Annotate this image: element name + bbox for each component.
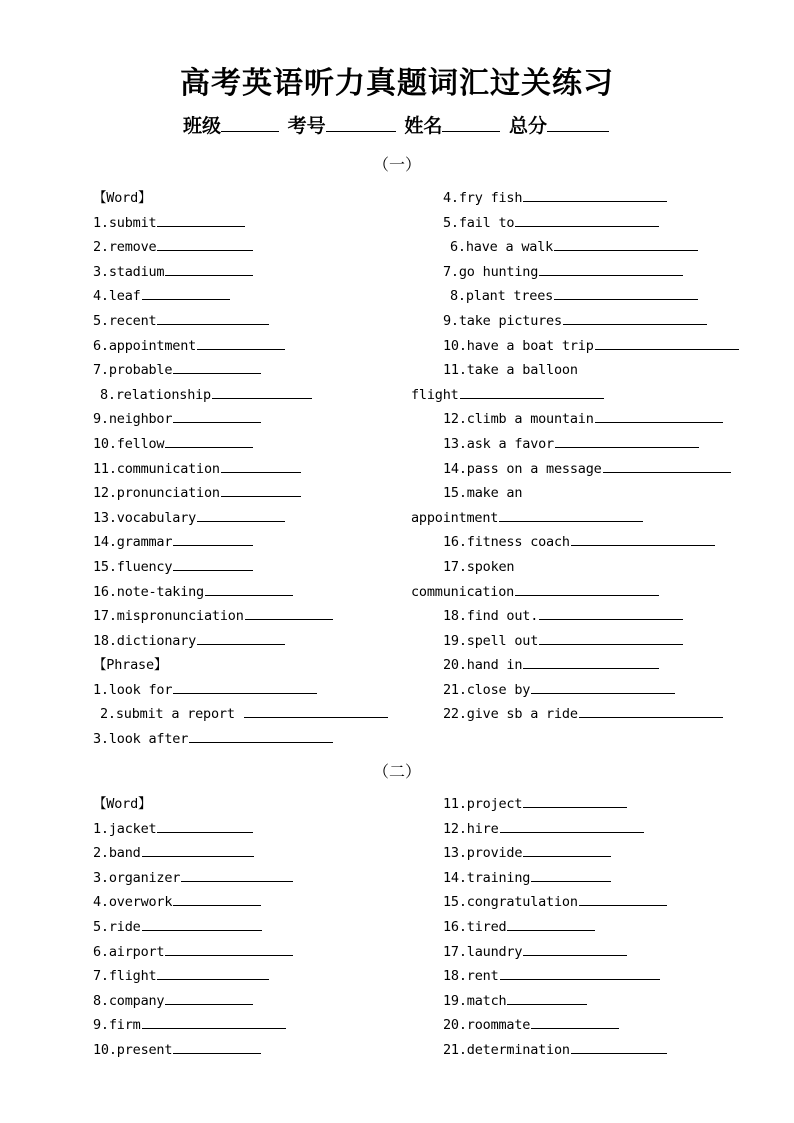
exercise-item-label: 3.stadium	[93, 263, 165, 280]
exercise-item-label: 6.appointment	[93, 337, 197, 354]
answer-blank[interactable]	[165, 260, 253, 276]
exercise-item-label: 13.ask a favor	[443, 435, 554, 452]
exercise-item	[93, 235, 388, 260]
exercise-item-label: 18.find out.	[443, 608, 539, 625]
answer-blank[interactable]	[507, 989, 587, 1005]
exercise-item-label: 20.roommate	[443, 1017, 531, 1034]
exercise-item	[93, 604, 388, 629]
exercise-item-label: 13.vocabulary	[93, 509, 197, 526]
exercise-item-label: 16.note-taking	[93, 583, 204, 600]
answer-blank[interactable]	[554, 284, 698, 300]
exercise-item	[411, 186, 739, 211]
exercise-item	[411, 530, 739, 555]
answer-blank[interactable]	[181, 866, 293, 882]
exercise-item	[93, 383, 388, 408]
exercise-item-label: 19.match	[443, 992, 507, 1009]
exercise-item-label: 6.have a walk	[450, 239, 554, 256]
exercise-item-label: 19.spell out	[443, 632, 539, 649]
answer-blank[interactable]	[173, 407, 261, 423]
answer-blank[interactable]	[507, 915, 595, 931]
exercise-item-label: 9.neighbor	[93, 411, 173, 428]
exercise-item-label: 12.hire	[443, 820, 499, 837]
answer-blank[interactable]	[531, 866, 611, 882]
answer-blank[interactable]	[515, 580, 659, 596]
exercise-item	[443, 964, 667, 989]
exercise-item-label: 18.rent	[443, 968, 499, 985]
exercise-item-label: 11.communication	[93, 460, 220, 477]
answer-blank[interactable]	[523, 653, 659, 669]
answer-blank[interactable]	[460, 383, 604, 399]
exercise-item	[93, 841, 293, 866]
exercise-item	[93, 940, 293, 965]
answer-blank[interactable]	[244, 702, 388, 718]
answer-blank[interactable]	[515, 211, 659, 227]
section-1-heading: （一）	[372, 155, 421, 174]
exercise-item-label: 17.spoken	[443, 558, 515, 575]
exercise-item-label: 12.pronunciation	[93, 485, 220, 502]
exercise-item	[93, 186, 388, 211]
exercise-item	[93, 530, 388, 555]
answer-blank[interactable]	[221, 457, 301, 473]
exercise-item-label: 9.take pictures	[443, 312, 562, 329]
exercise-item	[93, 555, 388, 580]
exercise-item	[411, 211, 739, 236]
answer-blank[interactable]	[173, 1038, 261, 1054]
number-label: 考号	[287, 115, 326, 137]
answer-blank[interactable]	[579, 702, 723, 718]
exercise-item	[443, 890, 667, 915]
exercise-item	[443, 1013, 667, 1038]
exercise-item	[93, 702, 388, 727]
exercise-item-label: 15.fluency	[93, 558, 173, 575]
exercise-item	[93, 284, 388, 309]
exercise-item-label: 18.dictionary	[93, 632, 197, 649]
exercise-item-label: 21.close by	[443, 681, 531, 698]
exercise-item-label: 6.airport	[93, 943, 165, 960]
answer-blank[interactable]	[523, 841, 611, 857]
section-2-left-column	[93, 792, 293, 1063]
exercise-item-label: 8.company	[93, 992, 165, 1009]
exercise-item	[411, 604, 739, 629]
score-label: 总分	[508, 115, 547, 137]
answer-blank[interactable]	[173, 678, 317, 694]
exercise-item	[93, 915, 293, 940]
exercise-item	[93, 989, 293, 1014]
answer-blank[interactable]	[499, 506, 643, 522]
answer-blank[interactable]	[554, 235, 698, 251]
exercise-item-label: 17.mispronunciation	[93, 608, 244, 625]
exercise-item	[411, 653, 739, 678]
exercise-item	[411, 457, 739, 482]
exercise-item	[411, 383, 739, 408]
exercise-item	[93, 890, 293, 915]
exercise-item-label: 3.look after	[93, 731, 189, 748]
exercise-item	[93, 727, 388, 752]
exercise-item-label: 7.flight	[93, 968, 157, 985]
exercise-item	[93, 866, 293, 891]
answer-blank[interactable]	[212, 383, 312, 399]
exercise-item-label: 10.have a boat trip	[443, 337, 594, 354]
exercise-item-label: 15.congratulation	[443, 894, 578, 911]
exercise-item	[411, 334, 739, 359]
exercise-item-label: 14.pass on a message	[443, 460, 602, 477]
exercise-item	[93, 481, 388, 506]
exercise-item	[411, 284, 739, 309]
exercise-item	[411, 260, 739, 285]
exercise-item-label: 【Phrase】	[93, 657, 168, 674]
exercise-item-label: 5.recent	[93, 312, 157, 329]
exercise-item-label: 7.go hunting	[443, 263, 539, 280]
exercise-item	[443, 940, 667, 965]
exercise-item-label: 8.plant trees	[450, 288, 554, 305]
exercise-item	[411, 506, 739, 531]
exercise-item-label: 5.ride	[93, 918, 141, 935]
exercise-item	[411, 432, 739, 457]
exercise-item-label: 12.climb a mountain	[443, 411, 594, 428]
exercise-item-label: 13.provide	[443, 845, 523, 862]
exercise-item	[93, 309, 388, 334]
exercise-item	[93, 653, 388, 678]
answer-blank[interactable]	[157, 817, 253, 833]
answer-blank[interactable]	[539, 629, 683, 645]
exercise-item	[93, 1038, 293, 1063]
number-blank[interactable]	[326, 113, 396, 132]
exercise-item-label: 11.project	[443, 796, 523, 812]
exercise-item	[443, 792, 667, 817]
exercise-item-label: 4.overwork	[93, 894, 173, 911]
answer-blank[interactable]	[197, 629, 285, 645]
name-blank[interactable]	[442, 113, 500, 132]
answer-blank[interactable]	[157, 235, 253, 251]
exercise-item	[93, 407, 388, 432]
answer-blank[interactable]	[157, 964, 269, 980]
answer-blank[interactable]	[539, 604, 683, 620]
exercise-item	[93, 580, 388, 605]
exercise-item	[93, 678, 388, 703]
exercise-item	[93, 260, 388, 285]
answer-blank[interactable]	[165, 989, 253, 1005]
exercise-item	[411, 309, 739, 334]
exercise-item	[93, 506, 388, 531]
answer-blank[interactable]	[221, 481, 301, 497]
score-blank[interactable]	[547, 113, 609, 132]
answer-blank[interactable]	[245, 604, 333, 620]
answer-blank[interactable]	[197, 506, 285, 522]
exercise-item	[411, 629, 739, 654]
answer-blank[interactable]	[571, 1038, 667, 1054]
answer-blank[interactable]	[523, 792, 627, 808]
answer-blank[interactable]	[595, 334, 739, 350]
exercise-item-label: 【Word】	[93, 190, 152, 206]
exercise-item-label: 16.fitness coach	[443, 534, 570, 551]
answer-blank[interactable]	[173, 530, 253, 546]
exercise-item	[443, 866, 667, 891]
exercise-item-label: 5.fail to	[443, 214, 515, 231]
section-2-right-column	[443, 792, 667, 1063]
exercise-item-label: 17.laundry	[443, 943, 523, 960]
answer-blank[interactable]	[142, 1013, 286, 1029]
answer-blank[interactable]	[603, 457, 731, 473]
exercise-item-label: 【Word】	[93, 796, 152, 812]
exercise-item	[93, 792, 293, 817]
answer-blank[interactable]	[157, 309, 269, 325]
exercise-item	[411, 235, 739, 260]
exercise-item-label: 9.firm	[93, 1017, 141, 1034]
exercise-item	[93, 358, 388, 383]
exercise-item	[93, 334, 388, 359]
exercise-item	[93, 964, 293, 989]
exercise-item-label: 7.probable	[93, 362, 173, 379]
exercise-item	[411, 481, 739, 506]
exercise-item-label: 4.fry fish	[443, 190, 523, 206]
answer-blank[interactable]	[142, 915, 262, 931]
student-info-line	[0, 111, 794, 138]
answer-blank[interactable]	[205, 580, 293, 596]
answer-blank[interactable]	[173, 555, 253, 571]
answer-blank[interactable]	[523, 186, 667, 202]
exercise-item-label: 8.relationship	[100, 386, 211, 403]
exercise-item-label: 22.give sb a ride	[443, 706, 578, 723]
exercise-item-label: 20.hand in	[443, 657, 523, 674]
section-1-right-column	[411, 186, 739, 727]
exercise-item	[411, 580, 739, 605]
exercise-item	[93, 1013, 293, 1038]
exercise-item	[411, 407, 739, 432]
answer-blank[interactable]	[555, 432, 699, 448]
class-label: 班级	[183, 115, 222, 137]
exercise-item-label: 2.band	[93, 845, 141, 862]
answer-blank[interactable]	[165, 432, 253, 448]
exercise-item	[443, 915, 667, 940]
answer-blank[interactable]	[595, 407, 723, 423]
exercise-item-label: communication	[411, 583, 515, 600]
exercise-item	[411, 555, 739, 580]
exercise-item-label: 3.organizer	[93, 869, 181, 886]
exercise-item-label: 4.leaf	[93, 288, 141, 305]
exercise-item-label: 10.fellow	[93, 435, 165, 452]
exercise-item	[411, 678, 739, 703]
answer-blank[interactable]	[197, 334, 285, 350]
answer-blank[interactable]	[500, 964, 660, 980]
exercise-item	[93, 629, 388, 654]
exercise-item	[411, 702, 739, 727]
class-blank[interactable]	[221, 113, 279, 132]
exercise-item-label: 11.take a balloon	[443, 362, 578, 379]
exercise-item-label: 10.present	[93, 1041, 173, 1058]
exercise-item	[443, 1038, 667, 1063]
exercise-item	[411, 358, 739, 383]
answer-blank[interactable]	[531, 1013, 619, 1029]
page-title: 高考英语听力真题词汇过关练习	[180, 66, 614, 101]
exercise-item	[93, 457, 388, 482]
answer-blank[interactable]	[563, 309, 707, 325]
exercise-item-label: 1.look for	[93, 681, 173, 698]
name-label: 姓名	[404, 115, 443, 137]
answer-blank[interactable]	[579, 890, 667, 906]
answer-blank[interactable]	[142, 284, 230, 300]
exercise-item-label: appointment	[411, 509, 499, 526]
exercise-item-label: 14.training	[443, 869, 531, 886]
exercise-item-label: 21.determination	[443, 1041, 570, 1058]
exercise-item-label: 1.submit	[93, 214, 157, 231]
answer-blank[interactable]	[523, 940, 627, 956]
answer-blank[interactable]	[571, 530, 715, 546]
exercise-item	[93, 817, 293, 842]
section-2-heading: （二）	[372, 762, 421, 781]
exercise-item-label: flight	[411, 386, 459, 403]
answer-blank[interactable]	[189, 727, 333, 743]
exercise-item-label: 16.tired	[443, 918, 507, 935]
exercise-item	[443, 817, 667, 842]
section-1-left-column	[93, 186, 388, 752]
exercise-item-label: 2.submit a report	[100, 706, 243, 723]
exercise-item-label: 1.jacket	[93, 820, 157, 837]
exercise-item	[93, 211, 388, 236]
answer-blank[interactable]	[142, 841, 254, 857]
exercise-item-label: 14.grammar	[93, 534, 173, 551]
answer-blank[interactable]	[157, 211, 245, 227]
answer-blank[interactable]	[531, 678, 675, 694]
exercise-item	[443, 989, 667, 1014]
exercise-item	[443, 841, 667, 866]
exercise-item	[93, 432, 388, 457]
exercise-item-label: 15.make an	[443, 485, 523, 502]
answer-blank[interactable]	[173, 890, 261, 906]
exercise-item-label: 2.remove	[93, 239, 157, 256]
answer-blank[interactable]	[173, 358, 261, 374]
answer-blank[interactable]	[500, 817, 644, 833]
answer-blank[interactable]	[165, 940, 293, 956]
answer-blank[interactable]	[539, 260, 683, 276]
